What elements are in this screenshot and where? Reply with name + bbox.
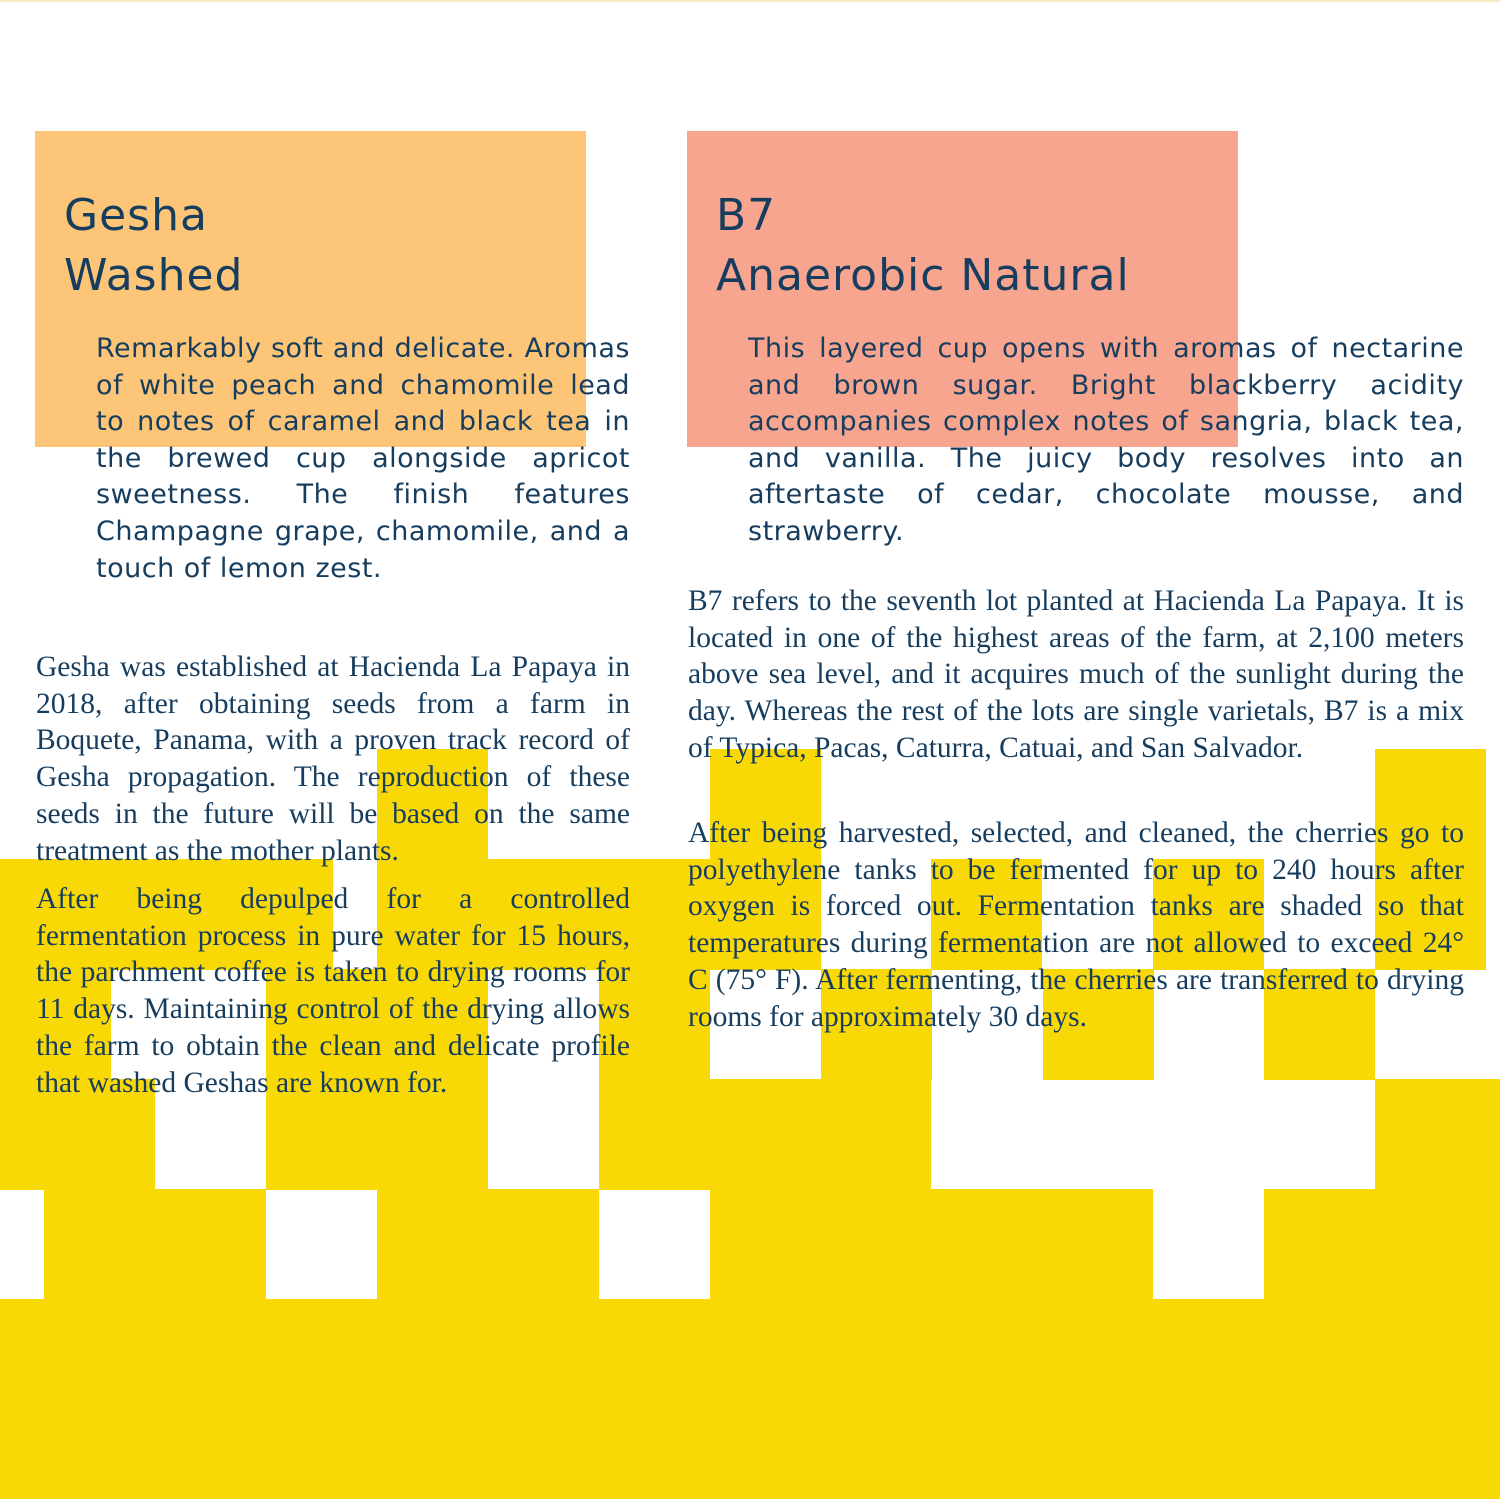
pattern-block (1375, 1079, 1500, 1190)
pattern-block (1264, 1189, 1500, 1300)
pattern-block (710, 1189, 1153, 1300)
right-paragraph-1: B7 refers to the seventh lot planted at Hacienda La Papaya. It is located in one of the highest areas of the farm, at 2,100 meters above sea level, and it acquires much of the sunlight during the day. Whereas the rest of the lots are single varietals, B7 is a mix of Typica, Pacas, Caturra, Catuai, and San Salvador. (688, 585, 1464, 764)
left-paragraph-2: After being depulped for a controlled fermentation process in pure water for 15 hours, the parchment coffee is taken to drying rooms for 11 days. Maintaining control of the drying allows the farm to obtain the clean and delicate profile that washed Geshas are known for. (36, 883, 630, 1099)
right-title-line2: Anaerobic Natural (716, 250, 1130, 301)
pattern-block (599, 1079, 931, 1190)
pattern-block (377, 1189, 599, 1300)
right-title (716, 186, 1130, 306)
left-paragraph-1: Gesha was established at Hacienda La Papaya in 2018, after obtaining seeds from a farm in Boquete, Panama, with a proven track record of Gesha propagation. The reproduction of these seeds in the future will be based on the same treatment as the mother plants. (36, 651, 630, 867)
right-paragraph-2: After being harvested, selected, and cleaned, the cherries go to polyethylene tanks to be fermented for up to 240 hours after oxygen is forced out. Fermentation tanks are shaded so that temperatures during fermentation are not allowed to exceed 24° C (75° F). After fermenting, the cherries are transferred to drying rooms for approximately 30 days. (688, 817, 1464, 1033)
right-tasting-notes: This layered cup opens with aromas of nectarine and brown sugar. Bright blackberry acidity accompanies complex notes of sangria, black tea, and vanilla. The juicy body resolves into an aftertaste of cedar, chocolate mousse, and strawberry. (748, 333, 1464, 547)
right-title-line1: B7 (716, 190, 777, 241)
left-tasting-notes: Remarkably soft and delicate. Aromas of white peach and chamomile lead to notes of caramel and black tea in the brewed cup alongside apricot sweetness. The finish features Champagne grape, chamomile, and a touch of lemon zest. (96, 333, 630, 584)
top-rule (0, 0, 1500, 2)
pattern-band (0, 1299, 1500, 1499)
left-title-line1: Gesha (64, 190, 208, 241)
pattern-block (44, 1189, 266, 1300)
left-title (64, 186, 243, 306)
left-title-line2: Washed (64, 250, 244, 301)
